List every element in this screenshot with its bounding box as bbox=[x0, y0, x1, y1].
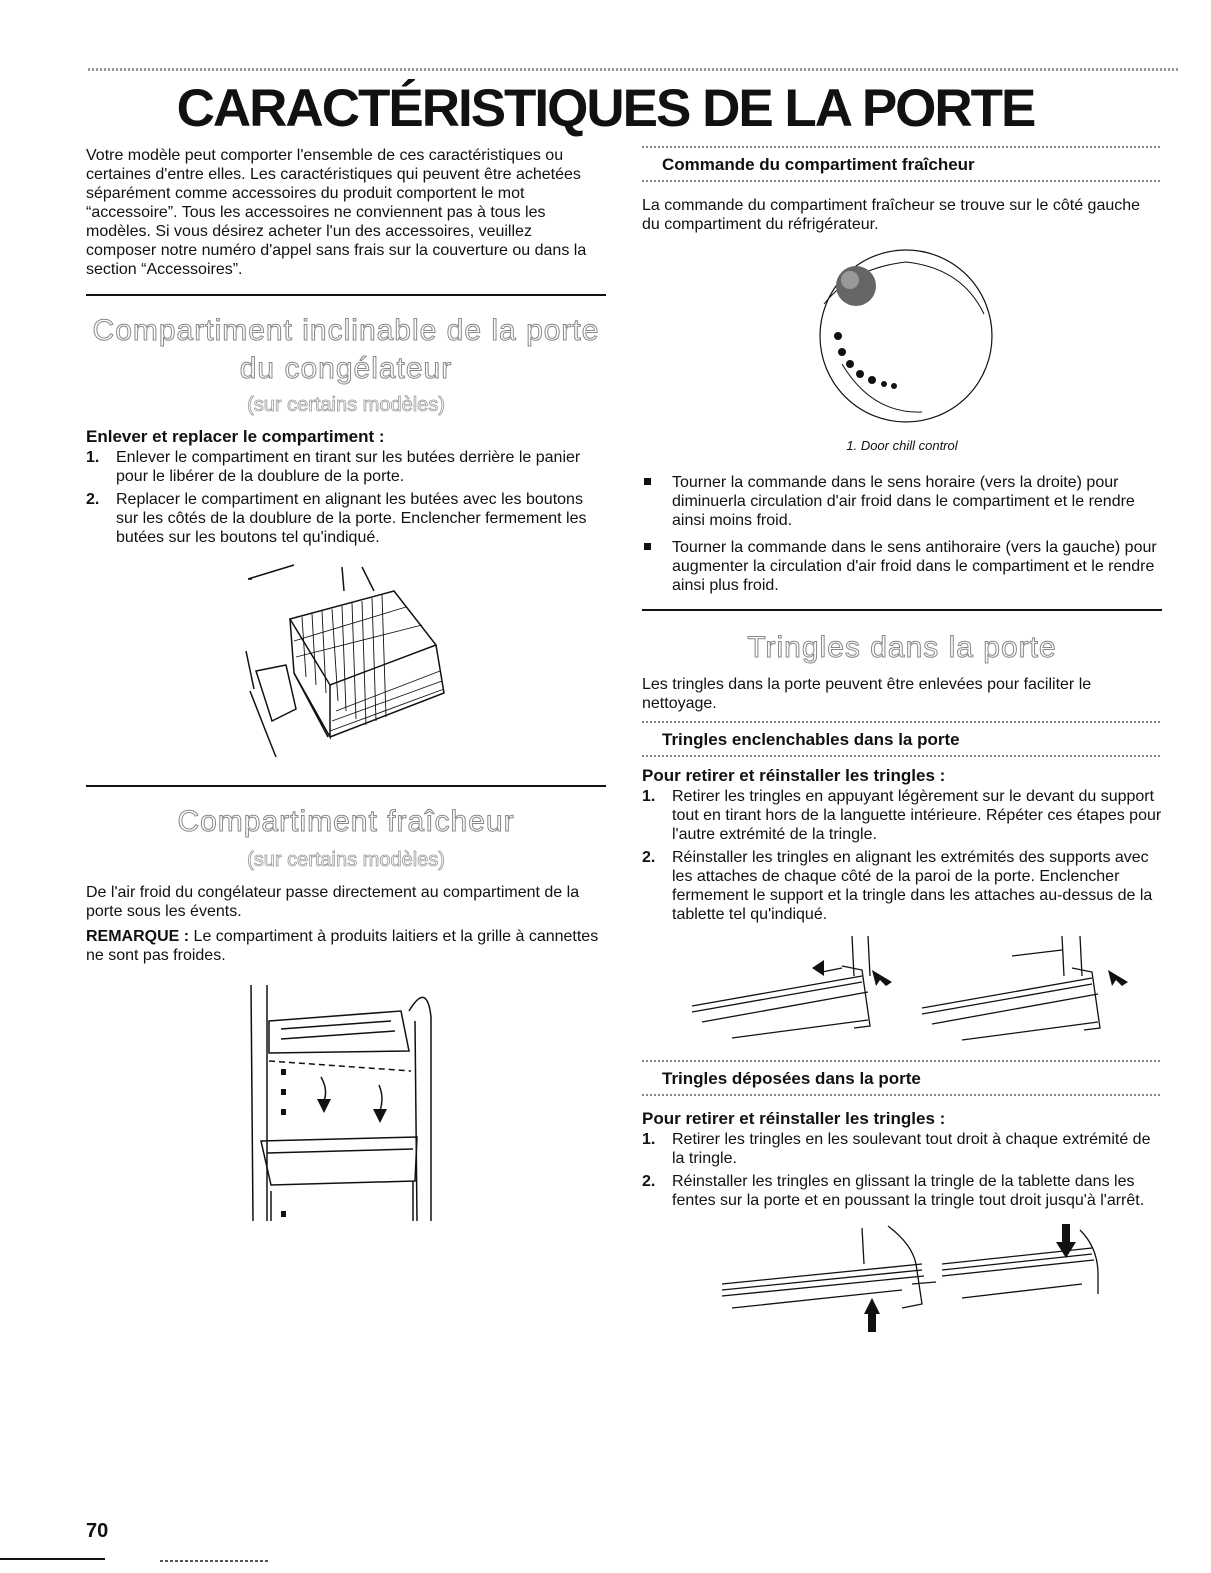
bottom-rule-dashed bbox=[160, 1560, 270, 1562]
tilt-bin-instruction-title: Enlever et replacer le compartiment : bbox=[86, 427, 385, 446]
dotted-rule bbox=[642, 721, 1162, 723]
drop-in-rails-illustration bbox=[702, 1224, 1102, 1334]
right-column bbox=[642, 146, 1162, 1334]
step-text: Replacer le compartiment en alignant les butées avec les boutons sur les côtés de la doublure de la porte. Enclencher fermement les butées sur les boutons tel qu'indiqué. bbox=[116, 491, 587, 546]
dotted-rule bbox=[642, 1094, 1162, 1096]
dotted-rule bbox=[642, 180, 1162, 182]
tilt-bin-heading-line2: du congélateur bbox=[239, 352, 453, 385]
snap-on-rails-heading: Tringles enclenchables dans la porte bbox=[662, 730, 960, 749]
snap-on-instruction-title: Pour retirer et réinstaller les tringles : bbox=[642, 766, 946, 785]
snap-on-steps bbox=[642, 787, 1162, 924]
chill-control-bullets bbox=[642, 473, 1162, 595]
bullet-text: Tourner la commande dans le sens antihoraire (vers la gauche) pour augmenter la circulation d'air froid dans le compartiment et le rendre ainsi plus froid. bbox=[672, 539, 1157, 594]
note-text: Le compartiment à produits laitiers et la grille à cannettes ne sont pas froides. bbox=[86, 928, 599, 964]
step-number: 2. bbox=[642, 849, 656, 866]
step-text: Enlever le compartiment en tirant sur les butées derrière le panier pour le libérer de la doublure de la porte. bbox=[116, 449, 581, 485]
list-item bbox=[642, 1172, 1162, 1210]
chill-control-dial-illustration bbox=[802, 244, 1002, 434]
door-rails-heading: Tringles dans la porte bbox=[747, 631, 1057, 664]
step-number: 2. bbox=[86, 491, 100, 508]
chill-compartment-note bbox=[86, 927, 606, 965]
drop-in-rails-heading: Tringles déposées dans la porte bbox=[662, 1069, 921, 1088]
chill-compartment-text: De l'air froid du congélateur passe directement au compartiment de la porte sous les évents. bbox=[86, 884, 580, 920]
snap-on-rails-illustration bbox=[672, 936, 1132, 1046]
step-text: Retirer les tringles en appuyant légèrement sur le devant du support tout en tirant hors de la languette intérieure. Répéter ces étapes pour l'autre extrémité de la tringle. bbox=[672, 788, 1162, 843]
dotted-rule bbox=[642, 755, 1162, 757]
bullet-text: Tourner la commande dans le sens horaire (vers la droite) pour diminuerla circulation d'air froid dans le compartiment et le rendre ainsi moins froid. bbox=[672, 474, 1135, 529]
bullet-square-icon bbox=[644, 543, 651, 550]
list-item bbox=[642, 538, 1162, 595]
bottom-rule bbox=[0, 1558, 105, 1560]
list-item bbox=[642, 473, 1162, 530]
drop-in-steps bbox=[642, 1130, 1162, 1210]
list-item bbox=[86, 448, 606, 486]
step-number: 1. bbox=[86, 449, 100, 466]
page-number: 70 bbox=[86, 1520, 109, 1542]
bullet-square-icon bbox=[644, 478, 651, 485]
note-label: REMARQUE : bbox=[86, 928, 190, 945]
list-item bbox=[86, 490, 606, 547]
left-column bbox=[86, 146, 606, 1231]
intro-paragraph: Votre modèle peut comporter l'ensemble de ces caractéristiques ou certaines d'entre elles. Les caractéristiques qui peuvent être achetées séparément comme accessoires du produit comportent le mot “accessoire”. Tous les accessoires ne conviennent pas à tous les modèles. Si vous désirez acheter l'un des accessoires, veuillez composer notre numéro d'appel sans frais sur la couverture ou dans la section “Accessoires”. bbox=[86, 147, 587, 278]
chill-control-heading: Commande du compartiment fraîcheur bbox=[662, 155, 975, 174]
chill-compartment-subheading: (sur certains modèles) bbox=[247, 849, 445, 871]
door-rails-text: Les tringles dans la porte peuvent être enlevées pour faciliter le nettoyage. bbox=[642, 676, 1092, 712]
step-text: Réinstaller les tringles en glissant la tringle de la tablette dans les fentes sur la porte et en poussant la tringle tout droit jusqu'à l'arrêt. bbox=[672, 1173, 1145, 1209]
page-title: CARACTÉRISTIQUES DE LA PORTE bbox=[176, 79, 1035, 138]
list-item bbox=[642, 1130, 1162, 1168]
step-text: Retirer les tringles en les soulevant tout droit à chaque extrémité de la tringle. bbox=[672, 1131, 1151, 1167]
step-text: Réinstaller les tringles en alignant les extrémités des supports avec les attaches de chaque côté de la paroi de la porte. Enclencher fermement le support et la tringle dans les attaches au-dessus de la tablette tel qu'indiqué. bbox=[672, 849, 1153, 923]
drop-in-instruction-title: Pour retirer et réinstaller les tringles : bbox=[642, 1109, 946, 1128]
step-number: 2. bbox=[642, 1173, 656, 1190]
chill-control-text: La commande du compartiment fraîcheur se trouve sur le côté gauche du compartiment du réfrigérateur. bbox=[642, 197, 1141, 233]
tilt-bin-steps bbox=[86, 448, 606, 547]
tilt-bin-illustration bbox=[226, 561, 466, 761]
chill-compartment-illustration bbox=[241, 981, 451, 1231]
step-number: 1. bbox=[642, 1131, 656, 1148]
top-dotted-rule bbox=[88, 68, 1178, 71]
chill-control-caption: 1. Door chill control bbox=[846, 438, 958, 453]
chill-compartment-heading: Compartiment fraîcheur bbox=[177, 805, 515, 838]
tilt-bin-subheading: (sur certains modèles) bbox=[247, 394, 445, 416]
dotted-rule bbox=[642, 1060, 1162, 1062]
section-divider bbox=[642, 609, 1162, 611]
tilt-bin-heading-line1: Compartiment inclinable de la porte bbox=[92, 314, 600, 347]
step-number: 1. bbox=[642, 788, 656, 805]
dotted-rule bbox=[642, 146, 1162, 148]
list-item bbox=[642, 848, 1162, 924]
list-item bbox=[642, 787, 1162, 844]
